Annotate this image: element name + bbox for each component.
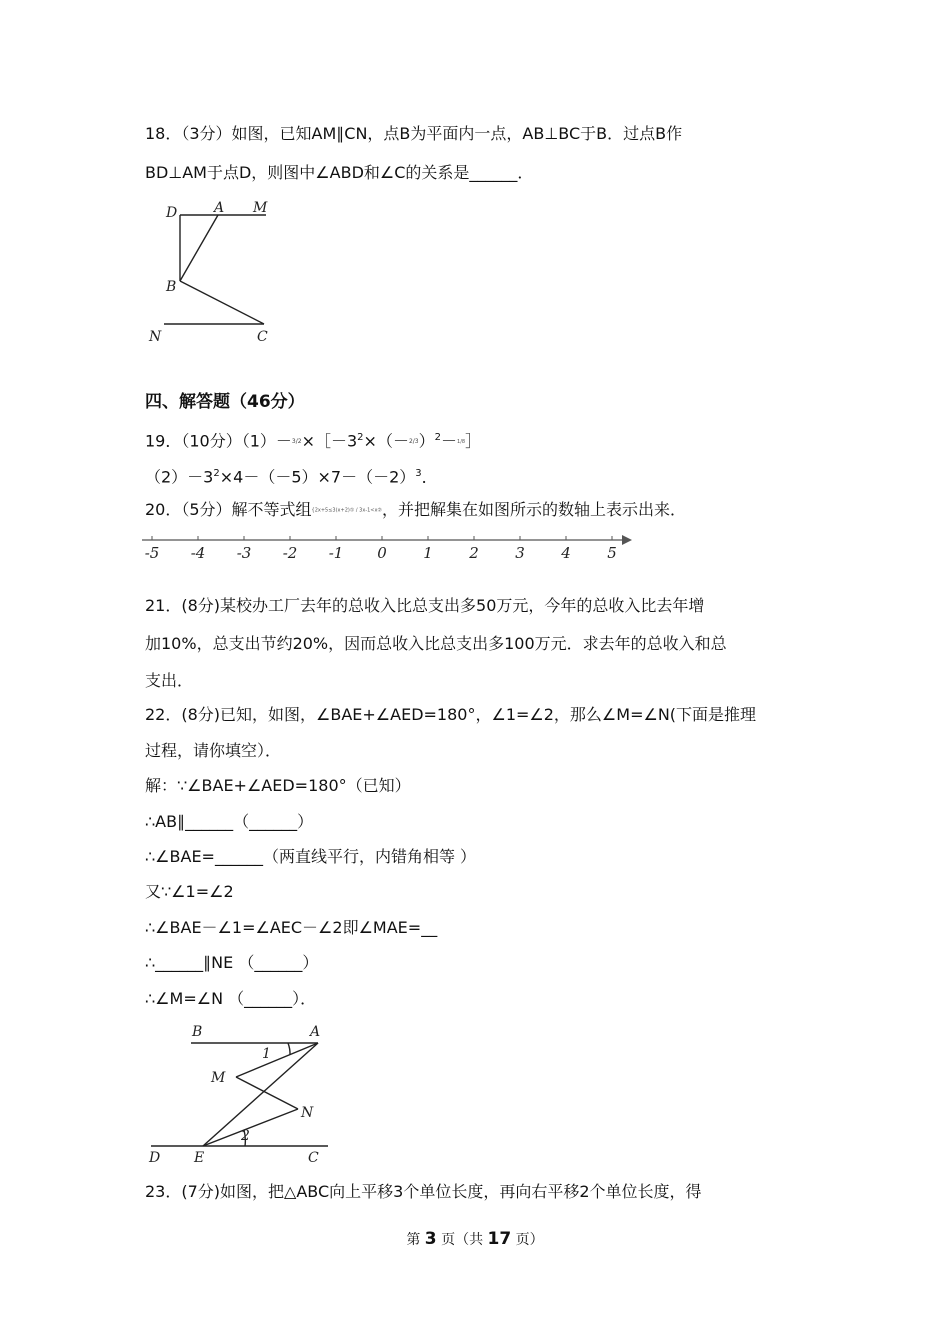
number-line-label: -5 xyxy=(144,544,160,562)
q22-line-1: 22．(8分)已知，如图，∠BAE+∠AED=180°，∠1=∠2，那么∠M=∠N(下面是推理 xyxy=(145,705,757,724)
q22-step-3: ∴∠BAE=______（两直线平行，内错角相等 ） xyxy=(145,847,477,866)
q19-cube-root: 1/8 xyxy=(457,438,466,445)
q20-line: 20．（5分）解不等式组{2x+5≤3(x+2)① / 3x-1<x②，并把解集在如图所示的数轴上表示出来． xyxy=(145,500,686,519)
q19-fraction-2: 2/3 xyxy=(408,437,419,445)
q22-step-6: ∴______∥NE （______） xyxy=(145,953,319,972)
q18-line-1: 18．（3分）如图，已知AM∥CN，点B为平面内一点，AB⊥BC于B．过点B作 xyxy=(145,124,683,143)
number-line-label: 4 xyxy=(561,544,571,562)
q19-line-2: $(2)-3^2\times 4-(-5)\times 7-(-2)^3$． xyxy=(145,467,438,487)
q22-step-2: ∴AB∥______（______） xyxy=(145,812,314,831)
q21-line-1: 21．(8分)某校办工厂去年的总收入比总支出多50万元，今年的总收入比去年增 xyxy=(145,596,705,615)
q18-label-m: M xyxy=(253,200,268,216)
section-heading: 四、解答题（46分） xyxy=(145,392,305,412)
q21-line-2: 加10%，总支出节约20%，因而总收入比总支出多100万元．求去年的总收入和总 xyxy=(145,634,727,653)
q20-inequality-system: {2x+5≤3(x+2)① / 3x-1<x② xyxy=(311,507,382,514)
number-line-label: -4 xyxy=(190,544,206,562)
q18-label-c: C xyxy=(257,329,268,345)
q21-line-3: 支出． xyxy=(145,671,194,690)
q22-label-1: 1 xyxy=(262,1046,271,1062)
q22-label-c: C xyxy=(308,1150,319,1166)
q18-label-b: B xyxy=(166,279,177,295)
page-footer: 第 3 页（共 17 页） xyxy=(406,1229,544,1249)
number-line-label: 0 xyxy=(377,544,387,562)
q22-line-2: 过程，请你填空）． xyxy=(145,741,282,760)
q18-label-a: A xyxy=(214,200,225,216)
q19-fraction-1: 3/2 xyxy=(291,437,302,445)
q18-line-2: BD⊥AM于点D，则图中∠ABD和∠C的关系是______． xyxy=(145,163,534,182)
q22-step-5: ∴∠BAE－∠1=∠AEC－∠2即∠MAE=__ xyxy=(145,918,438,937)
page-number: 3 xyxy=(424,1229,437,1249)
number-line-label: -3 xyxy=(236,544,252,562)
q22-label-2: 2 xyxy=(241,1128,250,1144)
q18-label-n: N xyxy=(149,329,162,345)
q22-figure xyxy=(140,1018,340,1168)
q22-step-7: ∴∠M=∠N （______）． xyxy=(145,989,317,1008)
number-line-label: 2 xyxy=(469,544,479,562)
q18-label-d: D xyxy=(166,205,178,221)
number-line-label: 1 xyxy=(423,544,433,562)
q22-label-a: A xyxy=(310,1024,321,1040)
q18-figure xyxy=(140,195,290,350)
number-line xyxy=(138,528,638,564)
page-total: 17 xyxy=(487,1229,512,1249)
q22-step-1: 解：∵∠BAE+∠AED=180°（已知） xyxy=(145,776,411,795)
q22-label-d: D xyxy=(149,1150,161,1166)
q23-line-1: 23．(7分)如图，把△ABC向上平移3个单位长度，再向右平移2个单位长度，得 xyxy=(145,1182,702,1201)
number-line-label: 5 xyxy=(607,544,617,562)
number-line-label: -2 xyxy=(282,544,298,562)
q22-step-4: 又∵∠1=∠2 xyxy=(145,882,234,901)
number-line-label: 3 xyxy=(515,544,525,562)
q22-label-e: E xyxy=(194,1150,205,1166)
number-line-label: -1 xyxy=(328,544,344,562)
q22-label-b: B xyxy=(192,1024,203,1040)
q22-label-n: N xyxy=(301,1105,314,1121)
q22-label-m: M xyxy=(211,1070,226,1086)
q19-line-1: 19．（10分）$(1)-3/2\times[-3^2\times(-2/3)^2-1/8]$ xyxy=(145,431,482,451)
